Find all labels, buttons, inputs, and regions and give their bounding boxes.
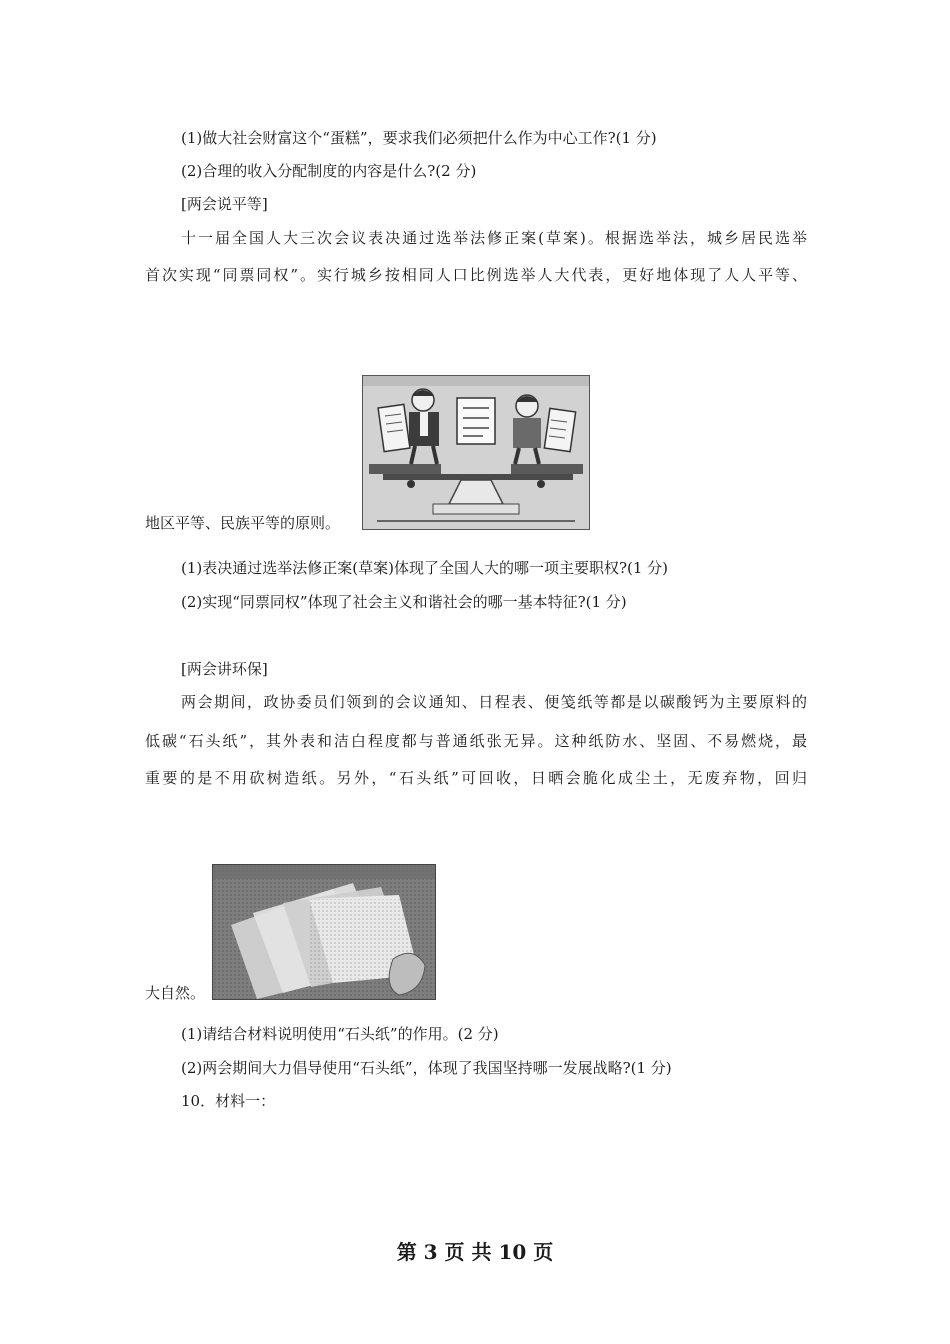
- question-1-2: (2)合理的收入分配制度的内容是什么?(2 分): [181, 162, 477, 180]
- question-1-1: (1)做大社会财富这个“蛋糕”，要求我们必须把什么作为中心工作?(1 分): [181, 129, 657, 147]
- paragraph-environment-line-1: 两会期间，政协委员们领到的会议通知、日程表、便笺纸等都是以碳酸钙为主要原料的: [181, 693, 807, 711]
- question-3-1: (1)请结合材料说明使用“石头纸”的作用。(2 分): [181, 1025, 499, 1043]
- paragraph-environment-line-4: 大自然。: [145, 984, 206, 1002]
- paragraph-equality-line-3: 地区平等、民族平等的原则。: [145, 514, 341, 532]
- cartoon-image-balance: [362, 375, 590, 530]
- paragraph-equality-line-2: 首次实现“同票同权”。实行城乡按相同人口比例选举人大代表，更好地体现了人人平等、: [145, 266, 807, 284]
- question-2-2: (2)实现“同票同权”体现了社会主义和谐社会的哪一基本特征?(1 分): [181, 593, 627, 611]
- balance-cartoon-icon: [363, 376, 589, 529]
- paragraph-environment-line-2: 低碳“石头纸”，其外表和洁白程度都与普通纸张无异。这种纸防水、坚固、不易燃烧，最: [145, 732, 807, 750]
- section-heading-environment: [两会讲环保]: [181, 660, 268, 678]
- paragraph-environment-line-3: 重要的是不用砍树造纸。另外，“石头纸”可回收，日晒会脆化成尘土，无废弃物，回归: [145, 769, 807, 787]
- stone-paper-photo-icon: [213, 865, 435, 999]
- question-3-2: (2)两会期间大力倡导使用“石头纸”，体现了我国坚持哪一发展战略?(1 分): [181, 1059, 672, 1077]
- photo-stone-paper: [212, 864, 436, 1000]
- page-number-footer: 第 3 页 共 10 页: [396, 1240, 554, 1264]
- question-2-1: (1)表决通过选举法修正案(草案)体现了全国人大的哪一项主要职权?(1 分): [181, 559, 669, 577]
- question-10-material-1: 10．材料一：: [181, 1092, 276, 1110]
- paragraph-equality-line-1: 十一届全国人大三次会议表决通过选举法修正案(草案)。根据选举法，城乡居民选举: [181, 229, 807, 247]
- section-heading-equality: [两会说平等]: [181, 195, 268, 213]
